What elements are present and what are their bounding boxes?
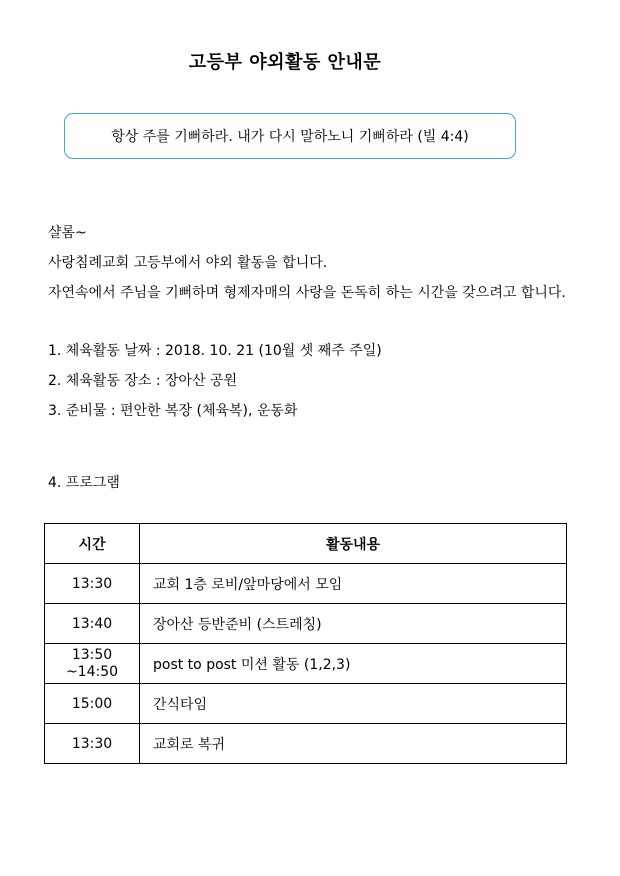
activity-cell: 교회로 복귀 [140,724,567,764]
time-cell: 13:30 [45,724,140,764]
activity-cell: post to post 미션 활동 (1,2,3) [140,644,567,684]
time-cell: 13:40 [45,604,140,644]
info-item-place: 2. 체육활동 장소 : 장아산 공원 [48,373,238,389]
time-start: 13:50 [71,646,113,663]
table-row [45,724,567,764]
intro-line: 사랑침례교회 고등부에서 야외 활동을 합니다. [48,255,328,271]
table-row [45,644,567,684]
info-item-date: 1. 체육활동 날짜 : 2018. 10. 21 (10월 셋 째주 주일) [48,343,382,359]
header-time: 시간 [45,524,140,564]
program-heading: 4. 프로그램 [48,475,120,491]
intro-line: 자연속에서 주님을 기뻐하며 형제자매의 사랑을 돈독히 하는 시간을 갖으려고 합니다. [48,285,566,301]
schedule-table [44,523,567,764]
page-title: 고등부 야외활동 안내문 [188,52,382,73]
activity-cell: 간식타임 [140,684,567,724]
info-list [48,336,382,426]
table-header-row [45,524,567,564]
header-activity: 활동내용 [140,524,567,564]
activity-cell: 교회 1층 로비/앞마당에서 모임 [140,564,567,604]
time-end: ~14:50 [65,663,119,680]
table-row [45,684,567,724]
time-cell: 13:30 [45,564,140,604]
time-cell [45,644,140,684]
greeting-line: 샬롬~ [48,225,87,241]
verse-box [64,113,516,159]
table-row [45,564,567,604]
activity-cell: 장아산 등반준비 (스트레칭) [140,604,567,644]
table-row [45,604,567,644]
intro-paragraph [48,218,566,308]
info-item-supplies: 3. 준비물 : 편안한 복장 (체육복), 운동화 [48,403,298,419]
verse-text: 항상 주를 기뻐하라. 내가 다시 말하노니 기뻐하라 (빌 4:4) [111,129,469,145]
time-cell: 15:00 [45,684,140,724]
